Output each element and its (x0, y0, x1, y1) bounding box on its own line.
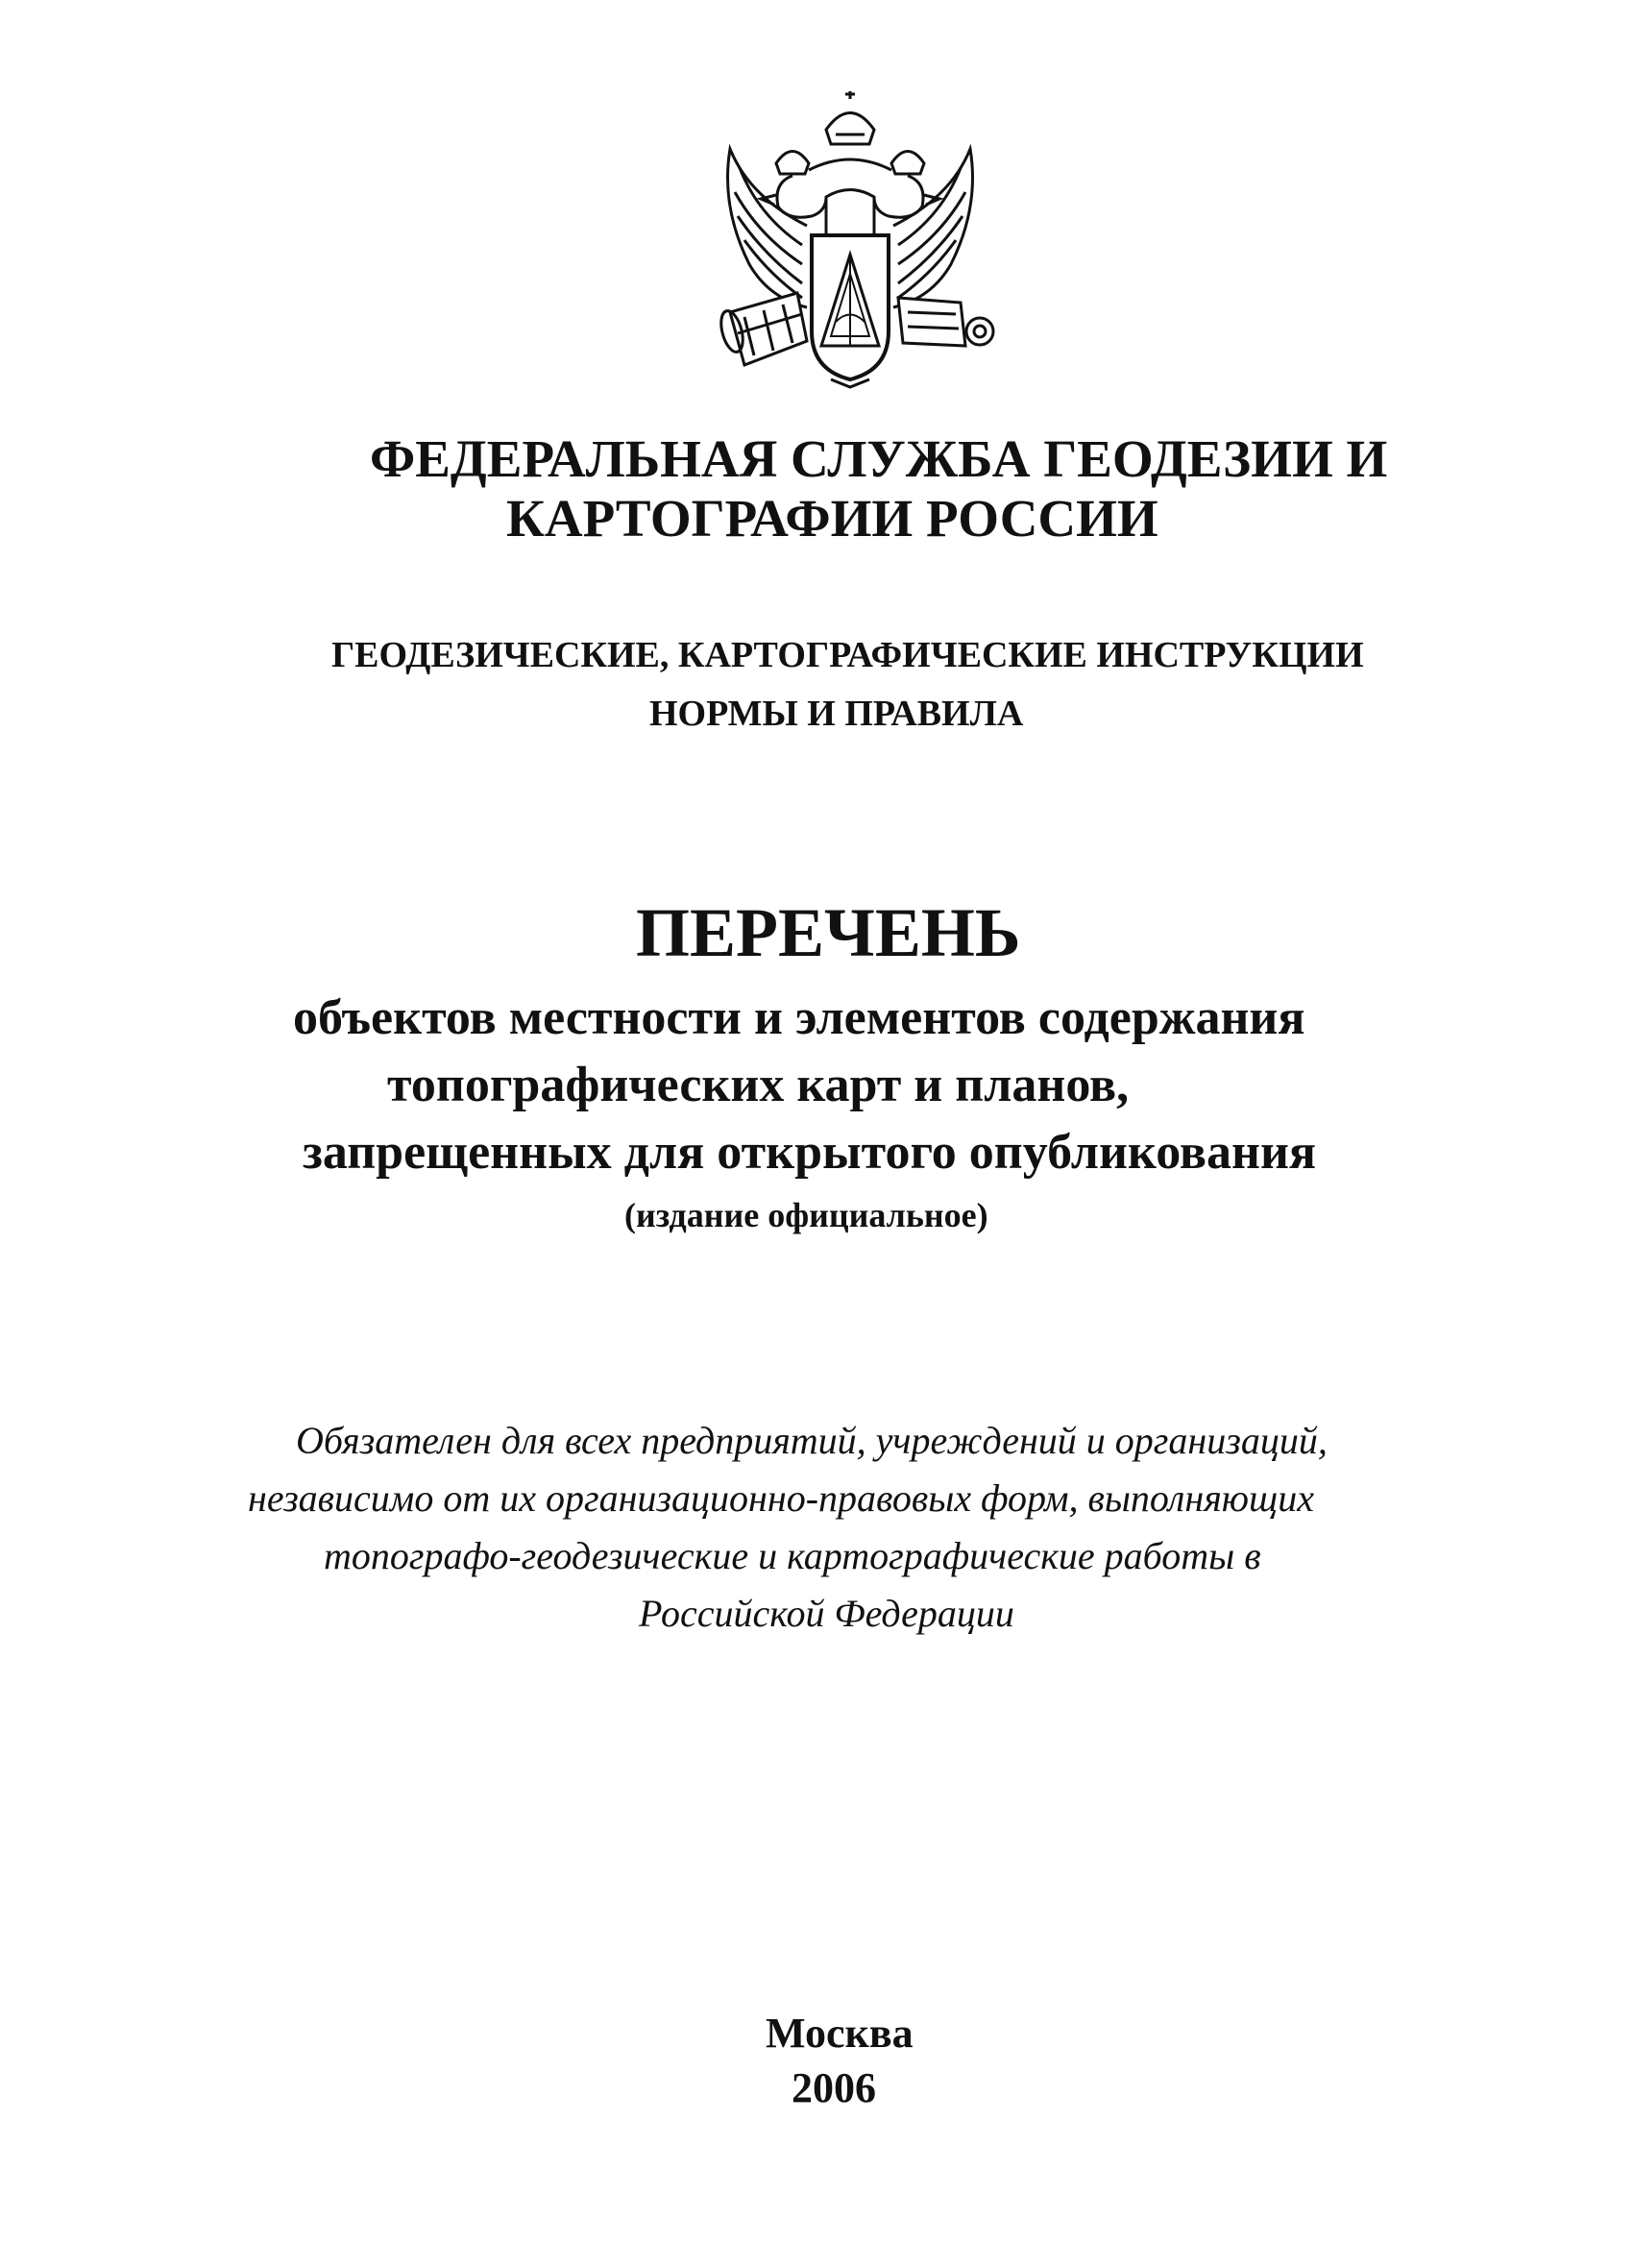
scroll-icon (718, 293, 807, 365)
applicability-line4: Российской Федерации (639, 1592, 1014, 1635)
instrument-icon (898, 298, 993, 346)
edition-note: (издание официальное) (624, 1196, 988, 1234)
document-title: ПЕРЕЧЕНЬ (636, 894, 1021, 971)
document-subtitle-line1: объектов местности и элементов содержания (293, 990, 1305, 1045)
document-subtitle-line3: запрещенных для открытого опубликования (303, 1125, 1317, 1180)
series-title-line1: ГЕОДЕЗИЧЕСКИЕ, КАРТОГРАФИЧЕСКИЕ ИНСТРУКЦИИ (331, 635, 1364, 675)
agency-name-line1: ФЕДЕРАЛЬНАЯ СЛУЖБА ГЕОДЕЗИИ И (370, 429, 1388, 488)
publication-city: Москва (766, 2010, 914, 2057)
publication-year: 2006 (792, 2064, 876, 2111)
applicability-line1: Обязателен для всех предприятий, учреждений и организаций, (296, 1419, 1328, 1462)
shield-icon (812, 235, 889, 379)
double-headed-eagle-emblem-icon (692, 91, 1009, 389)
agency-name-line2: КАРТОГРАФИИ РОССИИ (506, 489, 1158, 548)
applicability-line2: независимо от их организационно-правовых форм, выполняющих (248, 1476, 1314, 1520)
document-subtitle-line2: топографических карт и планов, (387, 1058, 1130, 1112)
left-crown-icon (776, 152, 809, 175)
series-title-line2: НОРМЫ И ПРАВИЛА (649, 694, 1024, 734)
applicability-line3: топографо-геодезические и картографические работы в (324, 1534, 1261, 1577)
central-crown-icon (826, 91, 874, 144)
right-crown-icon (891, 152, 924, 175)
